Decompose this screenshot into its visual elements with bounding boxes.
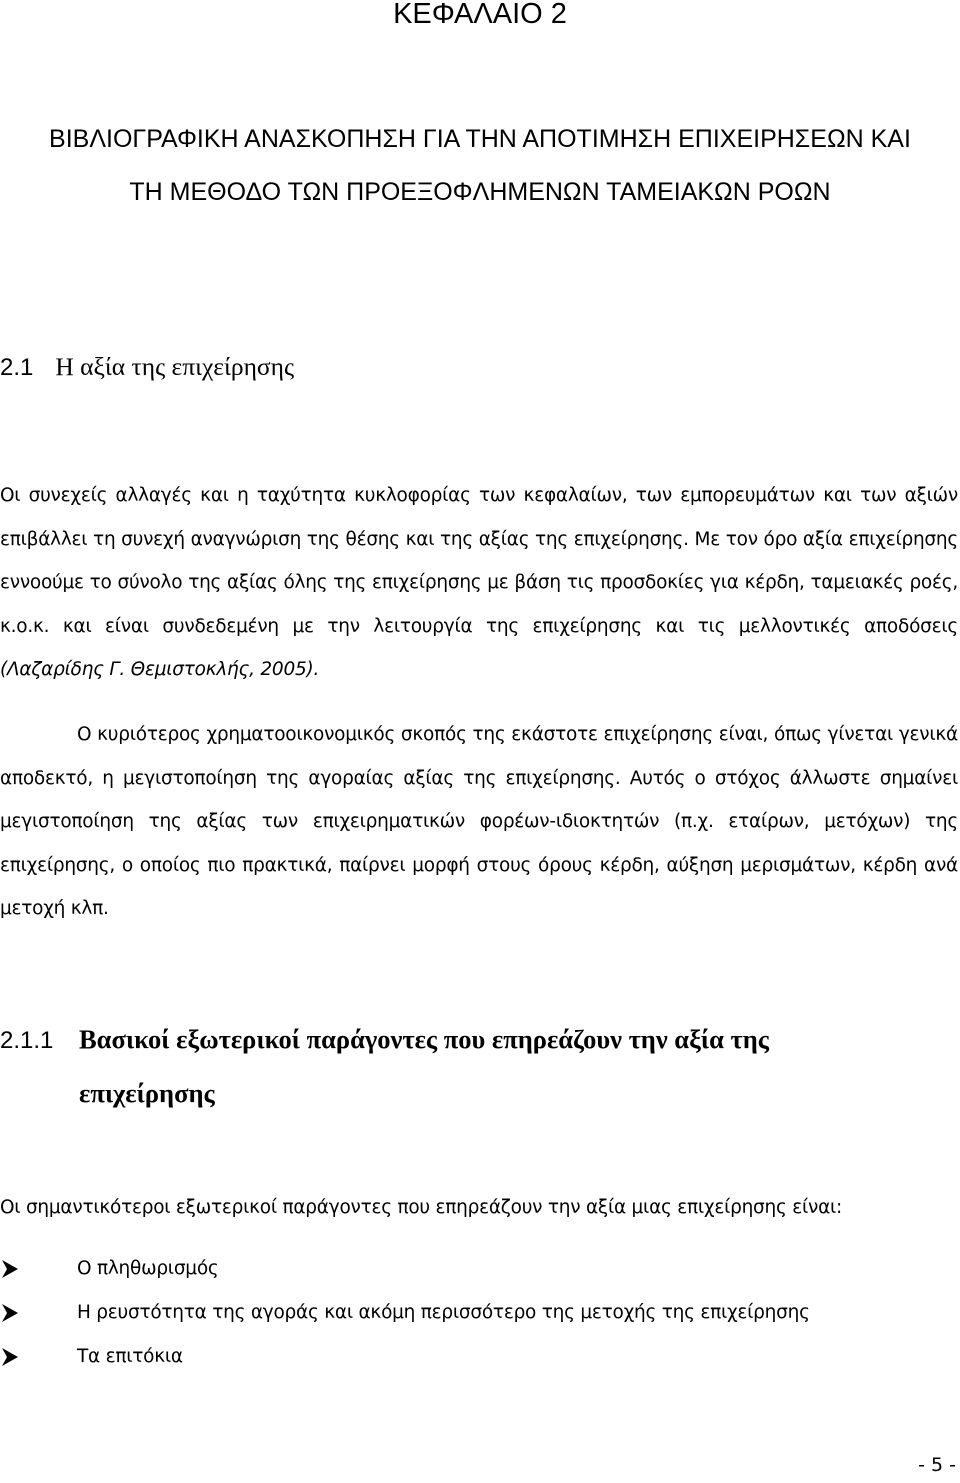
arrow-bullet-icon — [0, 1335, 77, 1379]
section-number: 2.1 — [0, 354, 34, 381]
subsection-number: 2.1.1 — [0, 1027, 54, 1054]
factors-list — [0, 1247, 810, 1379]
page-number: - 5 - — [918, 1454, 956, 1476]
arrow-bullet-icon — [0, 1291, 77, 1335]
chapter-title: ΒΙΒΛΙΟΓΡΑΦΙΚΗ ΑΝΑΣΚΟΠΗΣΗ ΓΙΑ ΤΗΝ ΑΠΟΤΙΜΗΣΗ ΕΠΙΧΕΙΡΗΣΕΩΝ ΚΑΙ ΤΗ ΜΕΘΟΔΟ ΤΩΝ ΠΡΟΕΞΟΦΛΗΜΕΝΩΝ ΤΑΜΕΙΑΚΩΝ ΡΟΩΝ — [49, 125, 911, 206]
chapter-heading: ΚΕΦΑΛΑΙΟ 2 — [393, 0, 567, 30]
citation: (Λαζαρίδης Γ. Θεμιστοκλής, 2005). — [0, 659, 320, 681]
list-item — [0, 1291, 810, 1335]
paragraph-financial-goal: Ο κυριότερος χρηματοοικονομικός σκοπός της εκάστοτε επιχείρησης είναι, όπως γίνεται γενικά αποδεκτό, η μεγιστοποίηση της αγοραίας αξίας της επιχείρησης. Αυτός ο στόχος άλλωστε σημαίνει μεγιστοποίηση της αξίας των επιχειρηματικών φορέων-ιδιοκτητών (π.χ. εταίρων, μετόχων) της επιχείρησης, ο οποίος πιο πρακτικά, παίρνει μορφή στους όρους κέρδη, αύξηση μερισμάτων, κέρδη ανά μετοχή κλπ. — [0, 724, 958, 920]
factors-intro: Οι σημαντικότεροι εξωτερικοί παράγοντες που επηρεάζουν την αξία μιας επιχείρησης είναι: — [0, 1197, 843, 1218]
list-item — [0, 1335, 810, 1379]
list-item-label: Τα επιτόκια — [77, 1346, 183, 1367]
arrow-bullet-icon — [0, 1247, 77, 1291]
section-title: Η αξία της επιχείρησης — [55, 352, 295, 381]
list-item — [0, 1247, 810, 1291]
list-item-label: Η ρευστότητα της αγοράς και ακόμη περισσότερο της μετοχής της επιχείρησης — [77, 1302, 810, 1323]
section-heading — [0, 352, 294, 382]
paragraph-value-definition — [0, 474, 958, 692]
subsection-heading — [0, 1013, 900, 1120]
subsection-title-line2: επιχείρησης — [79, 1078, 215, 1108]
list-item-label: Ο πληθωρισμός — [77, 1258, 219, 1279]
subsection-title-line1: Βασικοί εξωτερικοί παράγοντες που επηρεάζουν την αξία της — [79, 1024, 769, 1054]
paragraph-text: Οι συνεχείς αλλαγές και η ταχύτητα κυκλοφορίας των κεφαλαίων, των εμπορευμάτων και των αξιών επιβάλλει τη συνεχή αναγνώριση της θέσης και της αξίας της επιχείρησης. Με τον όρο αξία επιχείρησης εννοούμε το σύνολο της αξίας όλης της επιχείρησης με βάση τις προσδοκίες για κέρδη, ταμειακές ροές, κ.ο.κ. και είναι συνδεδεμένη με την λειτουργία της επιχείρησης και τις μελλοντικές αποδόσεις — [0, 485, 958, 637]
